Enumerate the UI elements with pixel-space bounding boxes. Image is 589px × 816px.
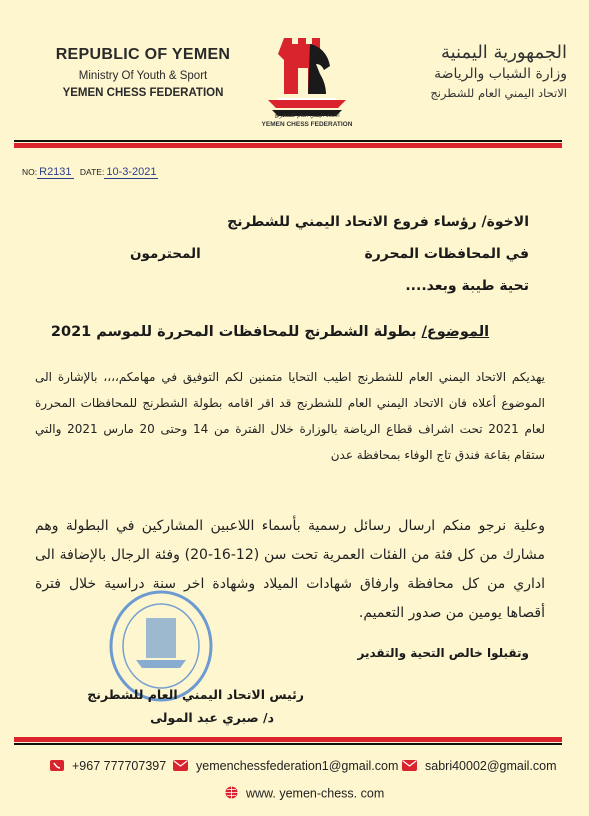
header-arabic-block — [337, 42, 567, 100]
footer-phone — [50, 759, 166, 774]
letter-paragraph-2: وعلية نرجو منكم ارسال رسائل رسمية بأسماء اللاعبين المشاركين في البطولة وهم مشارك من كل فئة من الفئات العمرية تحت سن (12-16-20) وفئة الرجال بالإضافة الى اداري من كل محافظة وارفاق شهادات الميلاد وشهادة اخر سنة دراسية خلال فترة أقصاها يومين من صدور التعميم. — [35, 518, 545, 621]
addressee-line-1: الاخوة/ رؤساء فروع الاتحاد اليمني للشطرنج — [227, 214, 529, 230]
footer-email-2 — [402, 759, 557, 774]
republic-title-en: REPUBLIC OF YEMEN — [55, 46, 231, 63]
footer-divider-black — [14, 743, 562, 745]
letter-subject — [20, 324, 520, 340]
header-divider-black — [14, 140, 562, 142]
letter-paragraph-1: يهديكم الاتحاد اليمني العام للشطرنج اطيب التحايا متمنين لكم التوفيق في مهامكم،،،، بالإشارة الى الموضوع أعلاه فان الاتحاد اليمني العام للشطرنج قد اقر اقامه بطولة الشطرنج للمحافظات المحررة لعام 2021 تحت اشراف قطاع الرياضة بالوزارة خلال الفترة من 14 وحتى 20 مارس 2021 والتي ستقام بقاعة فندق تاج الوفاء بمحافظة عدن — [35, 370, 545, 462]
email-icon — [173, 760, 188, 774]
website-url: www. yemen-chess. com — [246, 786, 385, 801]
footer-email-1 — [173, 759, 398, 774]
federation-name-en: YEMEN CHESS FEDERATION — [62, 87, 224, 99]
signer-name: د/ صبري عبد المولى — [150, 710, 274, 725]
logo-caption-en: YEMEN CHESS FEDERATION — [261, 121, 353, 128]
republic-title-ar: الجمهورية اليمنية — [440, 42, 567, 63]
logo-caption-ar: الاتحاد اليمني العام للشطرنج — [274, 113, 340, 119]
closing-line: وتقبلوا خالص التحية والتقدير — [357, 646, 529, 660]
email-address-2: sabri40002@gmail.com — [425, 759, 557, 773]
subject-label: الموضوع/ — [421, 324, 490, 340]
email-address-1: yemenchessfederation1@gmail.com — [196, 759, 399, 773]
signature-block — [74, 683, 304, 729]
addressee-line-2: في المحافظات المحررة — [364, 246, 529, 262]
federation-name-ar: الاتحاد اليمني العام للشطرنج — [430, 86, 567, 100]
footer-divider-red — [14, 737, 562, 742]
ref-date-value: 10-3-2021 — [106, 166, 157, 178]
respected-label: المحترمون — [130, 246, 201, 262]
ref-number-value: R2131 — [39, 166, 72, 178]
phone-icon — [50, 760, 64, 774]
signer-title: رئيس الاتحاد اليمني العام للشطرنج — [87, 687, 304, 702]
phone-number: +967 777707397 — [72, 759, 167, 773]
header-english-block — [18, 46, 268, 99]
ministry-name-ar: وزارة الشباب والرياضة — [434, 66, 567, 82]
subject-text: بطولة الشطرنج للمحافظات المحررة للموسم 2021 — [50, 324, 422, 340]
footer-website — [225, 786, 384, 802]
header-divider-red — [14, 143, 562, 148]
email-icon — [402, 760, 417, 774]
ref-date-label: DATE: — [79, 167, 105, 177]
ministry-name-en: Ministry Of Youth & Sport — [78, 70, 208, 82]
greeting-line: تحية طيبة وبعد.... — [405, 278, 529, 294]
reference-line — [22, 166, 158, 178]
globe-icon — [225, 786, 238, 802]
ref-number-label: NO: — [22, 167, 38, 177]
